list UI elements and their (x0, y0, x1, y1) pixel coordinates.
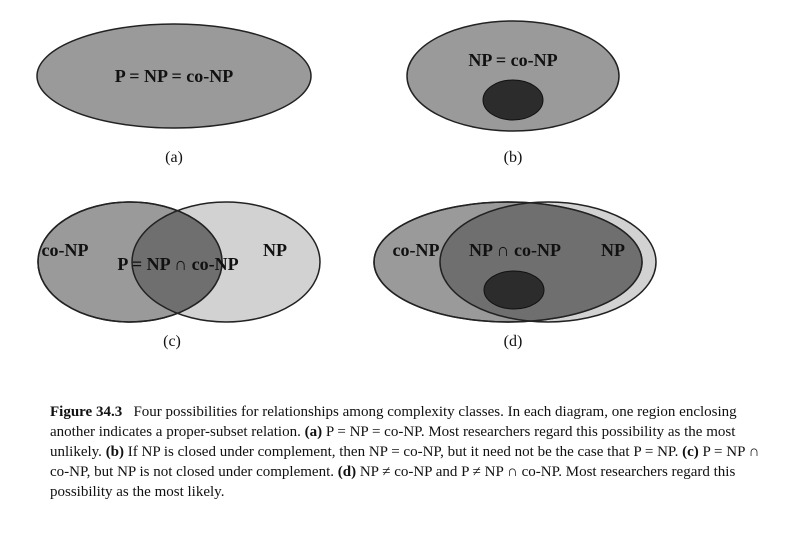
caption-intro: Four possibilities for relationships among complexity classes. In each diagram, one region enclosing another indicates a proper-subset relation. (50, 404, 737, 440)
caption-text-a: P = NP = co-NP. Most researchers regard this possibility as the most unlikely. (50, 424, 736, 460)
label-intersection-c: P = NP ∩ co-NP (117, 254, 239, 274)
diagram-b (407, 21, 619, 166)
diagram-c (38, 202, 320, 350)
caption-tag-b: (b) (105, 444, 125, 460)
caption-heading: Figure 34.3 (50, 404, 123, 420)
caption-text-c: P = NP ∩ co-NP, but NP is not closed under complement. (50, 444, 760, 480)
figure-caption (50, 402, 780, 502)
label-conp-c: co-NP (41, 240, 89, 260)
sublabel-d: (d) (503, 333, 523, 350)
diagram-a (37, 24, 311, 166)
caption-text-d: NP ≠ co-NP and P ≠ NP ∩ co-NP. Most researchers regard this possibility as the most likely. (50, 464, 736, 500)
sublabel-b: (b) (503, 149, 523, 166)
label-np-conp: NP = co-NP (468, 50, 558, 70)
label-np-d: NP (601, 240, 625, 260)
caption-text-b: If NP is closed under complement, then NP = co-NP, but it need not be the case that P = NP. (124, 444, 683, 460)
caption-tag-d: (d) (337, 464, 357, 480)
region-p-d (484, 271, 544, 309)
diagram-d (374, 202, 656, 350)
label-p-np-conp: P = NP = co-NP (114, 66, 234, 86)
region-p (483, 80, 543, 120)
caption-tag-a: (a) (304, 424, 323, 440)
caption-tag-c: (c) (682, 444, 699, 460)
label-intersection-d: NP ∩ co-NP (469, 240, 561, 260)
sublabel-a: (a) (165, 149, 183, 166)
sublabel-c: (c) (163, 333, 181, 350)
label-np-c: NP (263, 240, 287, 260)
label-conp-d: co-NP (392, 240, 440, 260)
